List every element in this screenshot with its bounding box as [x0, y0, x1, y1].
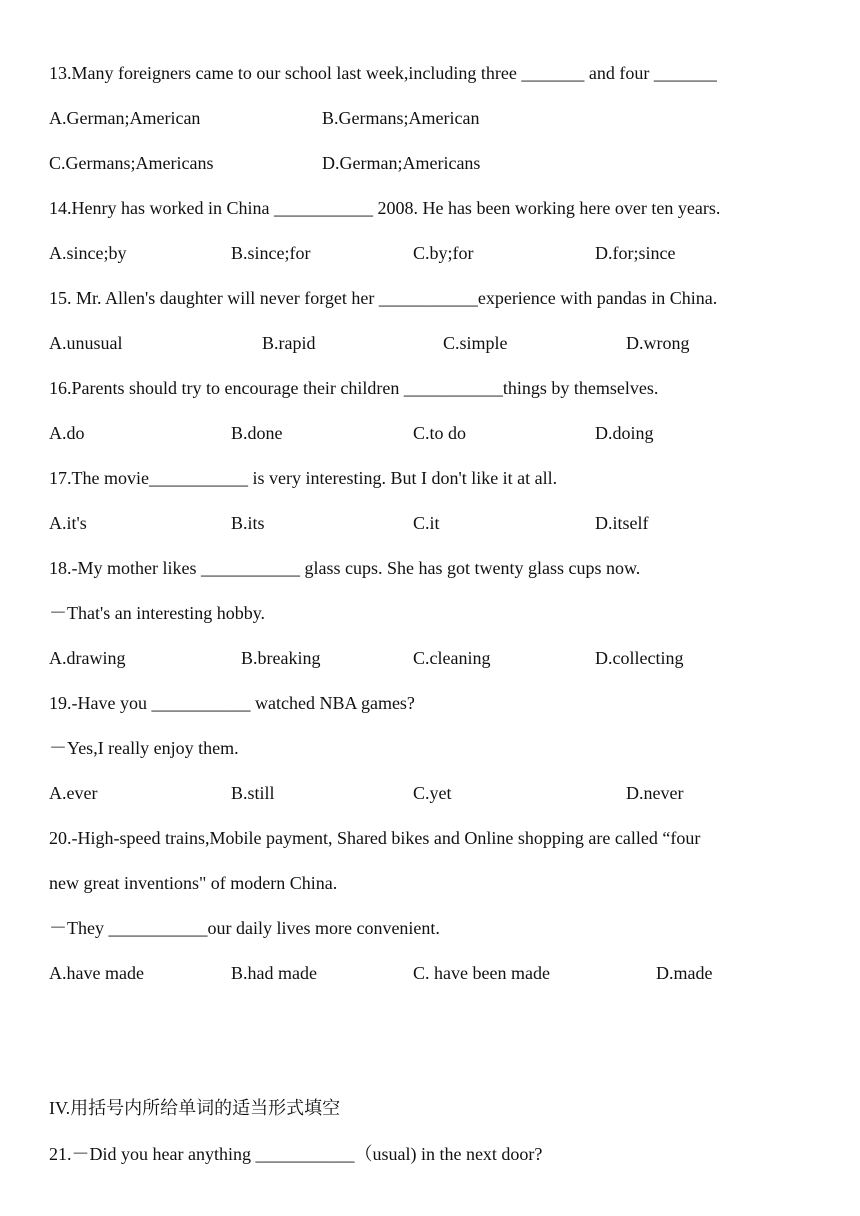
- section-4-heading: IV.用括号内所给单词的适当形式填空: [49, 1098, 341, 1118]
- q20-option-a: A.have made: [49, 963, 144, 983]
- q20-reply: －They ___________our daily lives more convenient.: [49, 918, 440, 938]
- q13-option-b: B.Germans;American: [322, 108, 480, 128]
- q20-stem-line2: new great inventions" of modern China.: [49, 873, 338, 893]
- q18-option-c: C.cleaning: [413, 648, 491, 668]
- q15-stem: 15. Mr. Allen's daughter will never forget her ___________experience with pandas in China.: [49, 288, 718, 308]
- q16-option-a: A.do: [49, 423, 85, 443]
- q13-option-c: C.Germans;Americans: [49, 153, 214, 173]
- q14-stem: 14.Henry has worked in China ___________ 2008. He has been working here over ten years.: [49, 198, 721, 218]
- q15-option-a: A.unusual: [49, 333, 123, 353]
- q17-option-c: C.it: [413, 513, 440, 533]
- q20-option-b: B.had made: [231, 963, 317, 983]
- q19-stem: 19.-Have you ___________ watched NBA games?: [49, 693, 415, 713]
- q13-option-d: D.German;Americans: [322, 153, 481, 173]
- q15-option-b: B.rapid: [262, 333, 316, 353]
- q18-option-d: D.collecting: [595, 648, 684, 668]
- q20-option-d: D.made: [656, 963, 713, 983]
- q17-stem: 17.The movie___________ is very interesting. But I don't like it at all.: [49, 468, 558, 488]
- q18-option-b: B.breaking: [241, 648, 321, 668]
- q16-option-c: C.to do: [413, 423, 467, 443]
- q13-stem: 13.Many foreigners came to our school last week,including three _______ and four _______: [49, 63, 717, 83]
- q16-option-b: B.done: [231, 423, 283, 443]
- q21-stem: 21.－Did you hear anything ___________（usual) in the next door?: [49, 1144, 543, 1164]
- q15-option-c: C.simple: [443, 333, 508, 353]
- q20-stem-line1: 20.-High-speed trains,Mobile payment, Shared bikes and Online shopping are called “four: [49, 828, 701, 848]
- q19-reply: －Yes,I really enjoy them.: [49, 738, 239, 758]
- q19-option-d: D.never: [626, 783, 684, 803]
- q13-option-a: A.German;American: [49, 108, 201, 128]
- q16-option-d: D.doing: [595, 423, 654, 443]
- q14-option-d: D.for;since: [595, 243, 676, 263]
- q15-option-d: D.wrong: [626, 333, 690, 353]
- q14-option-a: A.since;by: [49, 243, 127, 263]
- q17-option-a: A.it's: [49, 513, 87, 533]
- q19-option-c: C.yet: [413, 783, 452, 803]
- q17-option-d: D.itself: [595, 513, 649, 533]
- q16-stem: 16.Parents should try to encourage their children ___________things by themselves.: [49, 378, 659, 398]
- q14-option-b: B.since;for: [231, 243, 311, 263]
- q20-option-c: C. have been made: [413, 963, 550, 983]
- q18-stem: 18.-My mother likes ___________ glass cups. She has got twenty glass cups now.: [49, 558, 641, 578]
- q14-option-c: C.by;for: [413, 243, 474, 263]
- q18-reply: －That's an interesting hobby.: [49, 603, 266, 623]
- q19-option-b: B.still: [231, 783, 275, 803]
- q18-option-a: A.drawing: [49, 648, 126, 668]
- q19-option-a: A.ever: [49, 783, 98, 803]
- q17-option-b: B.its: [231, 513, 265, 533]
